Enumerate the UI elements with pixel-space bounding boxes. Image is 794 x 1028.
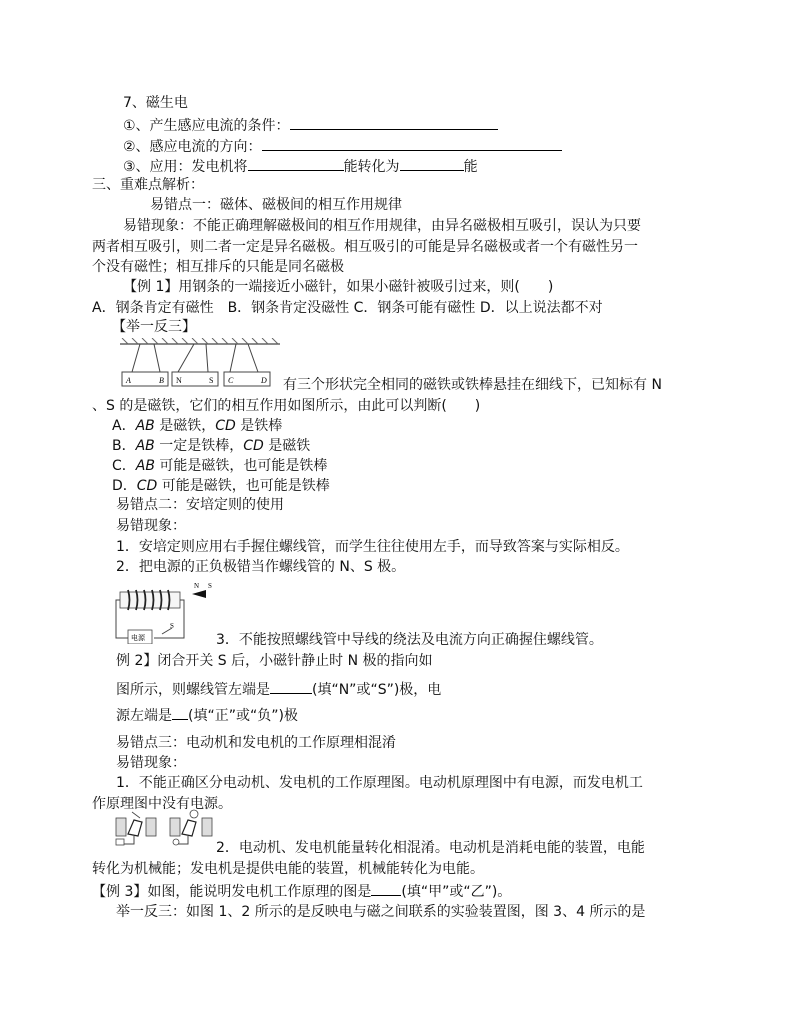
p2-text-3: 3．不能按照螺线管中导线的绕法及电流方向正确握住螺线管。 — [216, 632, 603, 648]
answer-blank[interactable] — [400, 155, 464, 171]
p3-text-4: 转化为机械能；发电机是提供电能的装置，机械能转化为电能。 — [92, 861, 484, 877]
bar-label: D — [261, 376, 267, 385]
p2-text-2: 2．把电源的正负极错当作螺线管的 N、S 极。 — [116, 559, 406, 575]
option-b: B．AB 一定是铁棒，CD 是磁铁 — [112, 438, 311, 454]
option-a: A．AB 是磁铁，CD 是铁棒 — [112, 418, 283, 434]
answer-blank[interactable] — [270, 678, 312, 694]
bar-label: C — [228, 376, 234, 385]
p3-text-2: 作原理图中没有电源。 — [92, 796, 232, 812]
motor-diagram — [116, 812, 156, 845]
p3-followup: 举一反三：如图 1、2 所示的是反映电与磁之间联系的实验装置图，图 3、4 所示的是 — [116, 904, 646, 920]
p1-text-2: 两者相互吸引，则二者一定是异名磁极。相互吸引的可能是异名磁极或者一个有磁性另一 — [92, 239, 638, 255]
option-c: C．AB 可能是磁铁，也可能是铁棒 — [112, 458, 328, 474]
section-7-title: 7、磁生电 — [123, 95, 188, 111]
p3-phenomenon-label: 易错现象： — [116, 755, 186, 771]
answer-blank[interactable] — [248, 155, 344, 171]
example-1-question: 【例 1】用钢条的一端接近小磁针，如果小磁针被吸引过来，则( ) — [123, 279, 554, 295]
compass-needle-icon — [192, 590, 206, 598]
needle-s-label: S — [208, 582, 212, 590]
point-2-title: 易错点二：安培定则的使用 — [116, 497, 284, 513]
section-3-title: 三、重难点解析： — [92, 177, 204, 193]
motor-generator-figure — [114, 808, 218, 846]
example-2-line-1: 例 2】闭合开关 S 后，小磁针静止时 N 极的指向如 — [116, 653, 433, 669]
s7-item-3: ③、应用：发电机将 能转化为 能 — [123, 155, 478, 177]
s7-item-2: ②、感应电流的方向： — [123, 135, 562, 157]
answer-blank[interactable] — [290, 114, 498, 130]
power-source-label: 电源 — [131, 634, 145, 642]
s7-item-1: ①、产生感应电流的条件： — [123, 114, 498, 136]
answer-blank[interactable] — [262, 135, 562, 151]
p3-text-1: 1．不能正确区分电动机、发电机的工作原理图。电动机原理图中有电源，而发电机工 — [116, 775, 643, 791]
hanging-bars-figure — [120, 338, 280, 390]
answer-blank[interactable] — [371, 880, 401, 896]
bar-label: N — [176, 376, 182, 385]
p1-question-2: 、S 的是磁铁，它们的相互作用如图所示，由此可以判断( ) — [92, 398, 481, 414]
example-2-line-2: 图所示，则螺线管左端是 (填“N”或“S”)极，电 — [116, 678, 441, 700]
solenoid-circuit-figure — [114, 580, 222, 644]
example-1-options: A．钢条肯定有磁性 B．钢条肯定没磁性 C．钢条可能有磁性 D．以上说法都不对 — [92, 300, 603, 316]
bar-label: A — [126, 376, 131, 385]
generator-diagram — [170, 810, 212, 845]
jyfs-label: 【举一反三】 — [112, 319, 196, 335]
option-d: D．CD 可能是磁铁，也可能是铁棒 — [112, 478, 330, 494]
p2-text-1: 1．安培定则应用右手握住螺线管，而学生往往使用左手，而导致答案与实际相反。 — [116, 539, 629, 555]
point-1-title: 易错点一：磁体、磁极间的相互作用规律 — [150, 197, 402, 213]
needle-n-label: N — [194, 582, 200, 590]
bar-label: B — [159, 376, 164, 385]
example-2-line-3: 源左端是 (填“正”或“负”)极 — [116, 704, 298, 726]
p1-question-1: 有三个形状完全相同的磁铁或铁棒悬挂在细线下，已知标有 N — [283, 377, 662, 393]
p1-text-1: 易错现象：不能正确理解磁极间的相互作用规律，由异名磁极相互吸引，误认为只要 — [123, 218, 641, 234]
example-3-question: 【例 3】如图，能说明发电机工作原理的图是 (填“甲”或“乙”)。 — [92, 880, 511, 902]
p3-text-3: 2．电动机、发电机能量转化相混淆。电动机是消耗电能的装置，电能 — [216, 840, 645, 856]
p2-phenomenon-label: 易错现象： — [116, 518, 186, 534]
bar-label: S — [209, 376, 214, 385]
answer-blank[interactable] — [172, 704, 188, 720]
switch-label: S — [170, 622, 174, 630]
point-3-title: 易错点三：电动机和发电机的工作原理相混淆 — [116, 735, 396, 751]
p1-text-3: 个没有磁性；相互排斥的只能是同名磁极 — [92, 259, 344, 275]
